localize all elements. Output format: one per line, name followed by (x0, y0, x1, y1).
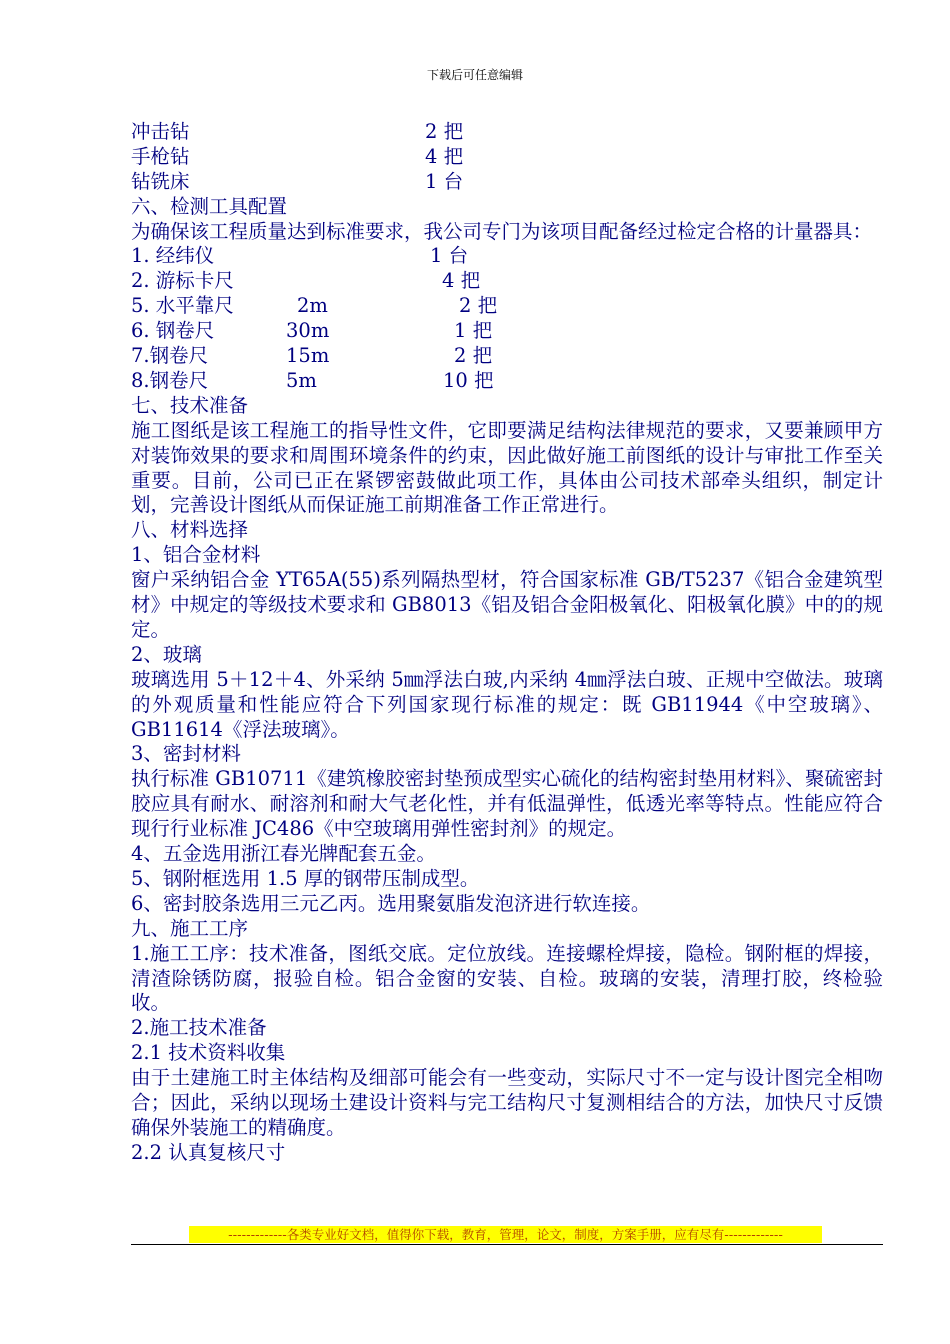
instrument-qty: 2 把 (459, 294, 498, 318)
instrument-row (131, 344, 883, 369)
section-heading: 九、施工工序 (131, 916, 249, 940)
tool-qty: 4 把 (425, 144, 464, 168)
paragraph: 1.施工工序：技术准备，图纸交底。定位放线。连接螺栓焊接，隐检。钢附框的焊接，清渣除锈防腐，报验自检。铝合金窗的安装、自检。玻璃的安装，清理打胶，终检验收。 (131, 941, 883, 1015)
instrument-name: 2. 游标卡尺 (131, 269, 234, 293)
instrument-spec: 5m (286, 368, 317, 392)
instrument-row (131, 244, 883, 269)
instrument-name: 8.钢卷尺 (131, 368, 209, 392)
subsection-heading: 3、密封材料 (131, 742, 241, 766)
list-item: 4、五金选用浙江春光牌配套五金。 (131, 842, 436, 866)
instrument-row (131, 319, 883, 344)
instrument-qty: 4 把 (442, 269, 481, 293)
paragraph: 执行标准 GB10711《建筑橡胶密封垫预成型实心硫化的结构密封垫用材料》、聚硫密封胶应具有耐水、耐溶剂和耐大气老化性，并有低温弹性，低透光率等特点。性能应符合现行行业标准 JC486《中空玻璃用弹性密封剂》的规定。 (131, 767, 883, 841)
paragraph: 玻璃选用 5＋12＋4、外采纳 5㎜浮法白玻,内采纳 4㎜浮法白玻、正规中空做法。玻璃的外观质量和性能应符合下列国家现行标准的规定：既 GB11944《中空玻璃》、GB11614《浮法玻璃》。 (131, 667, 883, 741)
list-item: 5、钢附框选用 1.5 厚的钢带压制成型。 (131, 866, 480, 890)
section-heading: 八、材料选择 (131, 518, 249, 542)
instrument-spec: 2m (297, 294, 328, 318)
instrument-qty: 2 把 (454, 344, 493, 368)
subsection-heading: 2.施工技术准备 (131, 1016, 267, 1040)
instrument-name: 7.钢卷尺 (131, 344, 209, 368)
paragraph: 施工图纸是该工程施工的指导性文件，它即要满足结构法律规范的要求，又要兼顾甲方对装饰效果的要求和周围环境条件的约束，因此做好施工前图纸的设计与审批工作至关重要。目前，公司已正在紧锣密鼓做此项工作，具体由公司技术部牵头组织，制定计划，完善设计图纸从而保证施工前期准备工作正常进行。 (131, 418, 883, 517)
page-header: 下载后可任意编辑 (426, 68, 523, 82)
tool-row (131, 145, 883, 170)
tool-name: 冲击钻 (131, 120, 190, 143)
section-heading: 七、技术准备 (131, 393, 249, 417)
instrument-row (131, 294, 883, 319)
tool-name: 钻铣床 (131, 169, 190, 193)
instrument-qty: 1 把 (454, 319, 493, 343)
list-item: 6、密封胶条选用三元乙丙。选用聚氨脂发泡济进行软连接。 (131, 891, 651, 915)
instrument-spec: 30m (286, 319, 330, 343)
subsection-heading: 1、铝合金材料 (131, 543, 261, 567)
paragraph: 由于土建施工时主体结构及细部可能会有一些变动，实际尺寸不一定与设计图完全相吻合；因此，采纳以现场土建设计资料与完工结构尺寸复测相结合的方法，加快尺寸反馈确保外装施工的精确度。 (131, 1066, 883, 1139)
paragraph: 窗户采纳铝合金 YT65A(55)系列隔热型材，符合国家标准 GB/T5237《铝合金建筑型材》中规定的等级技术要求和 GB8013《铝及铝合金阳极氧化、阳极氧化膜》中的的规定。 (131, 568, 883, 641)
instrument-name: 5. 水平靠尺 (131, 294, 234, 318)
subsection-heading: 2、玻璃 (131, 642, 202, 666)
instrument-row (131, 269, 883, 294)
instrument-spec: 15m (286, 344, 330, 368)
subsection-heading: 2.1 技术资料收集 (131, 1041, 286, 1065)
instrument-qty: 10 把 (443, 368, 494, 392)
footer-banner: -------------各类专业好文档，值得你下载，教育，管理，论文，制度，方案手册，应有尽有------------- (189, 1226, 822, 1243)
document-body (131, 120, 883, 1166)
instrument-name: 1. 经纬仪 (131, 244, 215, 268)
tool-qty: 1 台 (425, 169, 464, 193)
instrument-qty: 1 台 (430, 244, 469, 268)
subsection-heading: 2.2 认真复核尺寸 (131, 1140, 286, 1164)
tool-name: 手枪钻 (131, 144, 190, 168)
instrument-name: 6. 钢卷尺 (131, 319, 215, 343)
tool-row (131, 170, 883, 195)
footer-divider (131, 1244, 883, 1245)
section-heading: 六、检测工具配置 (131, 194, 288, 218)
instrument-row (131, 369, 883, 394)
paragraph: 为确保该工程质量达到标准要求，我公司专门为该项目配备经过检定合格的计量器具： (131, 219, 873, 243)
tool-qty: 2 把 (425, 120, 464, 143)
tool-row (131, 120, 883, 145)
